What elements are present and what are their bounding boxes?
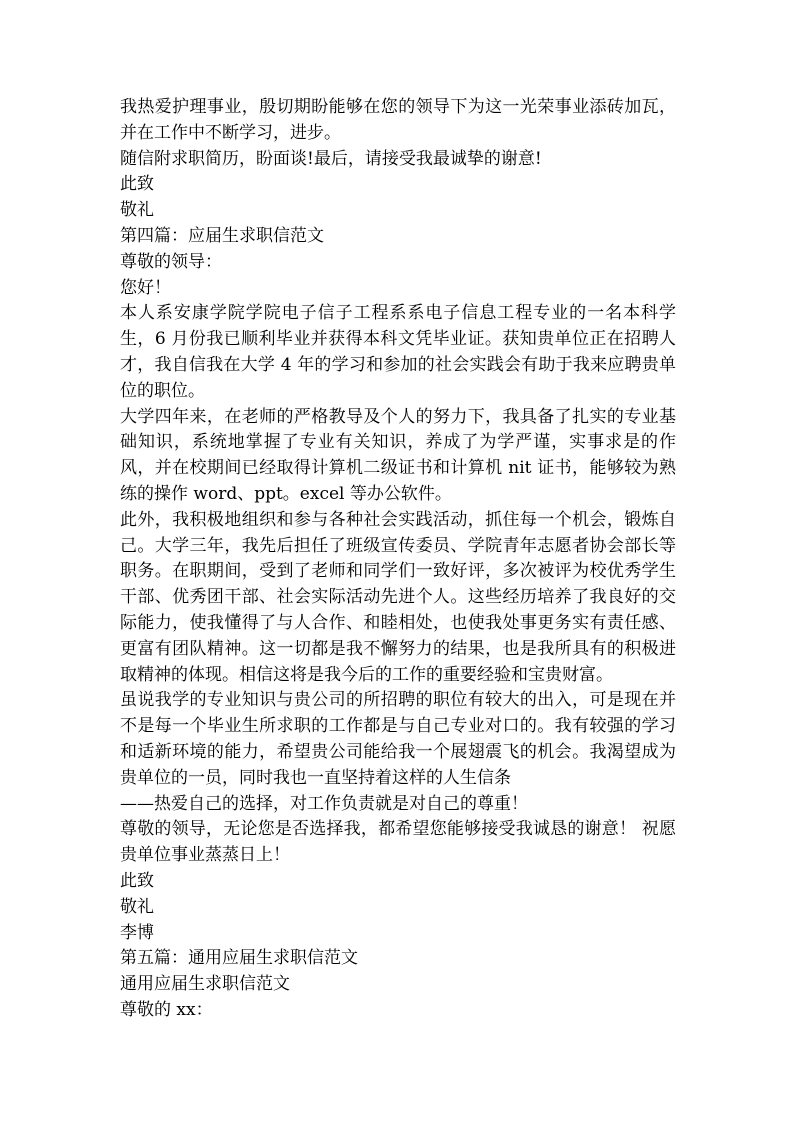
paragraph: 本人系安康学院学院电子信子工程系系电子信息工程专业的一名本科学生，6 月份我已顺利毕业并获得本科文凭毕业证。获知贵单位正在招聘人才，我自信我在大学 4 年的学习和参加的社会实践会有助于我来应聘贵单位的职位。 — [120, 303, 676, 401]
greeting: 尊敬的领导： — [120, 251, 222, 272]
greeting: 尊敬的 xx： — [120, 999, 213, 1020]
section-heading: 第五篇：通用应届生求职信范文 — [120, 948, 358, 969]
paragraph: 尊敬的领导，无论您是否选择我，都希望您能够接受我诚恳的谢意！ 祝愿贵单位事业蒸蒸日上！ — [120, 819, 676, 866]
paragraph: 随信附求职简历，盼面谈!最后，请接受我最诚挚的谢意! — [120, 148, 542, 169]
closing-regards: 敬礼 — [120, 896, 154, 917]
paragraph: 此外，我积极地组织和参与各种社会实践活动，抓住每一个机会，锻炼自己。大学三年，我先后担任了班级宣传委员、学院青年志愿者协会部长等职务。在职期间，受到了老师和同学们一致好评，多次被评为校优秀学生干部、优秀团干部、社会实际活动先进个人。这些经历培养了我良好的交际能力，使我懂得了与人合作、和睦相处，也使我处事更务实有责任感、更富有团队精神。这一切都是我不懈努力的结果，也是我所具有的积极进取精神的体现。相信这将是我今后的工作的重要经验和宝贵财富。 — [120, 509, 676, 685]
closing-salutation: 此致 — [120, 870, 154, 891]
signature-name: 李博 — [120, 922, 154, 943]
closing-salutation: 此致 — [120, 174, 154, 195]
document-body — [120, 95, 676, 1024]
paragraph: ——热爱自己的选择，对工作负责就是对自己的尊重！ — [120, 793, 528, 814]
paragraph: 我热爱护理事业，殷切期盼能够在您的领导下为这一光荣事业添砖加瓦，并在工作中不断学习，进步。 — [120, 97, 676, 143]
section-heading: 第四篇：应届生求职信范文 — [120, 225, 324, 246]
closing-regards: 敬礼 — [120, 200, 154, 221]
paragraph: 虽说我学的专业知识与贵公司的所招聘的职位有较大的出入，可是现在并不是每一个毕业生所求职的工作都是与自己专业对口的。我有较强的学习和适新环境的能力，希望贵公司能给我一个展翅震飞的机会。我渴望成为贵单位的一员，同时我也一直坚持着这样的人生信条 — [120, 690, 676, 788]
document-title: 通用应届生求职信范文 — [120, 974, 290, 995]
paragraph: 大学四年来，在老师的严格教导及个人的努力下，我具备了扎实的专业基础知识，系统地掌握了专业有关知识，养成了为学严谨，实事求是的作风，并在校期间已经取得计算机二级证书和计算机 nit 证书，能够较为熟练的操作 word、ppt。excel 等办公软件。 — [120, 406, 676, 504]
greeting: 您好！ — [120, 277, 171, 298]
